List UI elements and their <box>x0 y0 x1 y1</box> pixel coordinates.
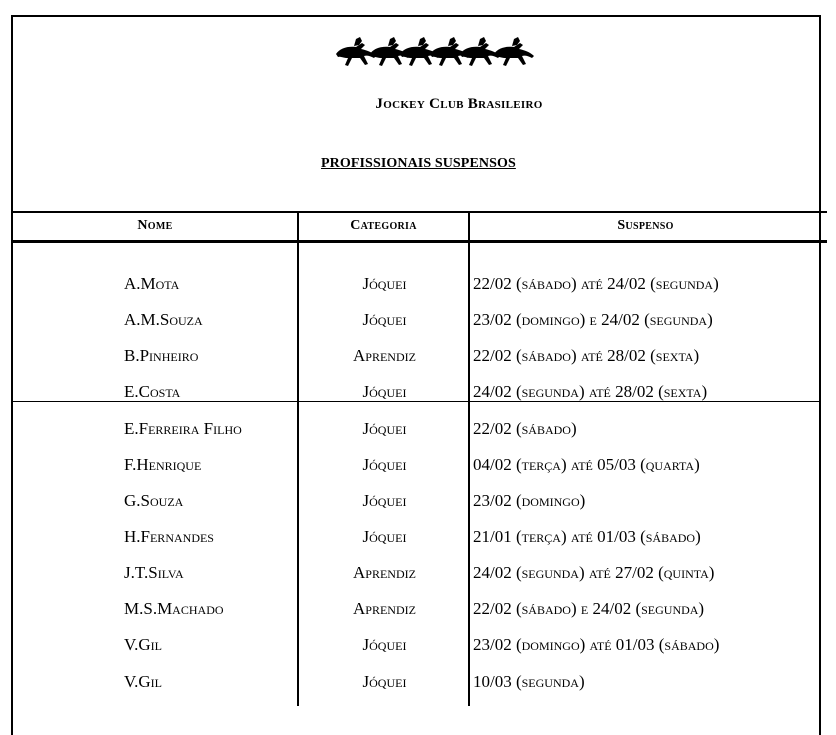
cell-categoria: Aprendiz <box>353 346 416 365</box>
cell-categoria: Jóquei <box>362 672 407 691</box>
cell-suspenso: 22/02 (sábado) até 28/02 (sexta) <box>473 346 700 365</box>
cell-nome: A.Mota <box>124 274 180 293</box>
cell-nome: G.Souza <box>124 491 184 510</box>
cell-categoria: Jóquei <box>362 527 407 546</box>
table-top-rule <box>11 211 827 213</box>
cell-categoria: Jóquei <box>362 382 407 401</box>
cell-categoria: Jóquei <box>362 455 407 474</box>
cell-nome: M.S.Machado <box>124 599 224 618</box>
document-title: PROFISSIONAIS SUSPENSOS <box>321 156 516 171</box>
column-header-suspenso: Suspenso <box>617 218 674 233</box>
cell-nome: J.T.Silva <box>124 563 184 582</box>
cell-nome: H.Fernandes <box>124 527 214 546</box>
cell-suspenso: 24/02 (segunda) até 28/02 (sexta) <box>473 382 708 401</box>
cell-nome: V.Gil <box>124 672 162 691</box>
cell-suspenso: 22/02 (sábado) <box>473 419 577 438</box>
header-bottom-rule <box>11 240 827 243</box>
cell-suspenso: 22/02 (sábado) até 24/02 (segunda) <box>473 274 719 293</box>
cell-suspenso: 21/01 (terça) até 01/03 (sábado) <box>473 527 701 546</box>
cell-nome: V.Gil <box>124 635 162 654</box>
cell-suspenso: 04/02 (terça) até 05/03 (quarta) <box>473 455 700 474</box>
cell-categoria: Jóquei <box>362 274 407 293</box>
cell-nome: E.Costa <box>124 382 181 401</box>
cell-suspenso: 24/02 (segunda) até 27/02 (quinta) <box>473 563 715 582</box>
column-header-nome: Nome <box>137 218 173 233</box>
cell-nome: E.Ferreira Filho <box>124 419 242 438</box>
cell-suspenso: 23/02 (domingo) e 24/02 (segunda) <box>473 310 713 329</box>
cell-suspenso: 23/02 (domingo) até 01/03 (sábado) <box>473 635 720 654</box>
cell-categoria: Jóquei <box>362 310 407 329</box>
cell-categoria: Aprendiz <box>353 599 416 618</box>
cell-categoria: Jóquei <box>362 419 407 438</box>
cell-suspenso: 10/03 (segunda) <box>473 672 585 691</box>
club-name: Jockey Club Brasileiro <box>375 96 543 112</box>
cell-categoria: Aprendiz <box>353 563 416 582</box>
cell-categoria: Jóquei <box>362 491 407 510</box>
cell-categoria: Jóquei <box>362 635 407 654</box>
cell-suspenso: 23/02 (domingo) <box>473 491 586 510</box>
column-header-categoria: Categoria <box>350 218 417 233</box>
racing-horses-logo <box>334 32 538 70</box>
cell-nome: F.Henrique <box>124 455 202 474</box>
document-frame <box>11 15 821 735</box>
cell-nome: A.M.Souza <box>124 310 203 329</box>
cell-suspenso: 22/02 (sábado) e 24/02 (segunda) <box>473 599 705 618</box>
cell-nome: B.Pinheiro <box>124 346 199 365</box>
